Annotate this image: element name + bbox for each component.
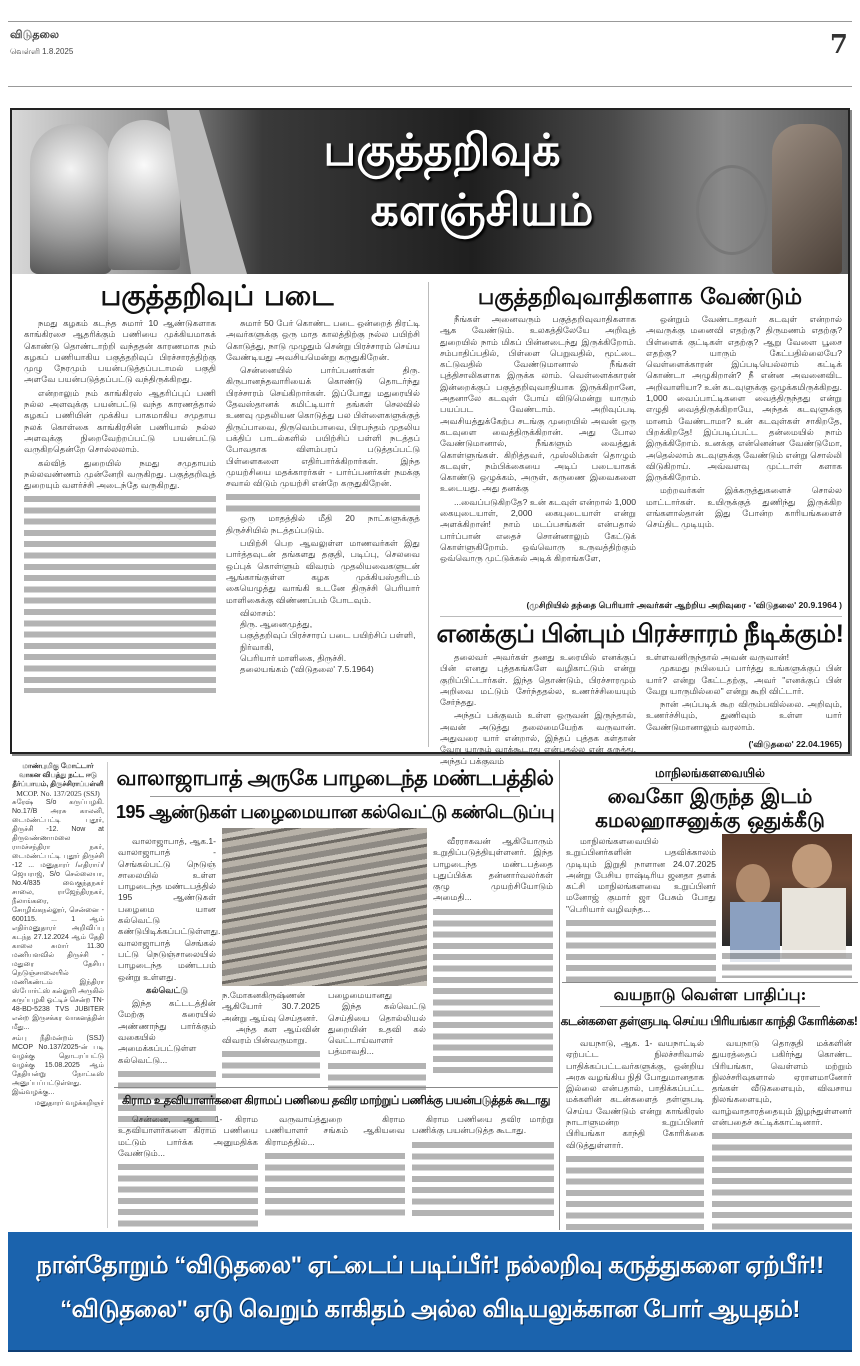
article-title-pinbum: எனக்குப் பின்பும் பிரச்சாரம் நீடிக்கும்!	[436, 620, 844, 648]
text-lines	[328, 1060, 426, 1090]
kicker-underline	[600, 1006, 820, 1007]
kalvettu-headline-2: 195 ஆண்டுகள் பழைமையான கல்வெட்டு கண்டெடுப்பு	[116, 802, 554, 822]
notice-title: மாண்புமிகு மோட்டார் வாகன விபத்து நட்ட ஈடு தீர்ப்பாயம், திருச்சிராப்பள்ளி	[12, 763, 104, 788]
paragraph: வீரராகவன் ஆகியோரும் உறுதிப்படுத்தியுள்ளனர். இந்த பாழடைந்த மண்டபத்தை புதுப்பிக்க தன்னார்வலர்கள் குழு முயற்சியோடும் அமைதி...	[433, 836, 553, 903]
kalvettu-col3	[328, 990, 426, 1082]
text-lines	[222, 1048, 320, 1078]
grama-col2	[265, 1114, 405, 1228]
paragraph: கல்வித் துறையில் நமது சமுதாயம் நல்லவண்ணம் முன்னேறி வருகிறது. பகுத்தறிவுத் துறையும் வளர்ச்சி அடைந்தே வருகிறது.	[24, 457, 216, 491]
text-lines	[566, 1153, 704, 1243]
wayanad-kicker: வயநாடு வெள்ள பாதிப்பு:	[613, 985, 807, 1004]
paragraph: அந்த கள ஆய்வின் விவரம் பின்வருமாறு.	[222, 1023, 320, 1046]
paragraph: தலைவர் அவர்கள் தனது உரையில் எனக்குப் பின் எனது புத்தகங்களே வழிகாட்டும் என்று குறிப்பிட்டார்கள். இந்த தொண்டும், பிரச்சாரமும் அறிவை மட்டும் சேர்ந்ததல்ல, உணர்ச்சியையும் சேர்ந்தது.	[440, 652, 636, 708]
kalvettu-col2	[222, 990, 320, 1082]
promo-line-1: நாள்தோறும் “விடுதலை" ஏட்டைப் படிப்பீர்! நல்லறிவு கருத்துகளை ஏற்பீர்!!	[36, 1252, 824, 1279]
section-divider	[562, 982, 858, 983]
paragraph: நீங்கள் அனைவரும் பகுத்தறிவுவாதிகளாக ஆக வேண்டும். உலகத்திலேயே அறிவுத் துறையில் நாம் மிகப் பின்னடைந்து இருக்கிறோம். சம்பாதிப்பதில், பிள்ளை பெறுவதில், மூட்டை கட்டுவதில் வேண்டுமானால் நீங்கள் புத்திசாலிகளாக இருக்க லாம். வெள்ளைக்காரன் இன்றைக்குப் பகுத்தறிவுவாதியாக இருக்கிறானே, அதனாலே கடவுள் போய் விடுமென்று யாரும் பயப்பட வேண்டாம். அறிவுப்படி அவசியத்துக்கேற்ப சடங்கு முறையில் அவன் ஒரு கடவுளை வைத்திருக்கிறான். அது போல வேண்டுமானால், நீங்களும் வைத்துக் கொள்ளுங்கள். கிறித்தவர், முஸ்லிம்கள் தொழும் கடவுள், நம்பிக்கையை அடிப் படையாகக் கொண்டு ஒழுக்கம், அருள், கருணை இவைகளை உடையது. அது தனக்கு	[440, 314, 636, 494]
kalvettu-col1	[118, 836, 221, 1081]
person-figure	[782, 888, 846, 958]
thinker-statue	[772, 124, 842, 274]
paragraph: அந்தப் பக்குவம் உள்ள ஒருவன் இருந்தால், அவன் அடுத்து தலைமையேற்க வருவான். அதுவரை யார் என்றால், இந்தப் புத்தக கள்தான் வேறு யாரும் வரக்கூடாது என்பதல்ல என் கருத்து. அந்தப் பக்குவம்	[440, 710, 636, 766]
column-divider	[559, 760, 560, 1230]
inscription-photo	[222, 828, 427, 986]
source-line: தலையங்கம் ('விடுதலை' 7.5.1964)	[240, 664, 374, 675]
paragraph: வயநாடு, ஆக. 1- வயநாட்டில் ஏற்பட்ட நிலச்சரிவால் பாதிக்கப்பட்டவர்களுக்கு, ஒன்றிய அரசு வழங்கிய நிதி போதுமானதாக இல்லை என்பதால், பாதிக்கப்பட்ட மக்களின் கடன்களைத் தள்ளுபடி செய்ய வேண்டும் என்று காங்கிரஸ் நாடாளுமன்ற உறுப்பினர் பிரியங்கா காந்தி கோரிக்கை விடுத்துள்ளார்.	[566, 1038, 704, 1150]
paragraph: கிராம பணியை தவிர மாற்று பணிக்கு பயன்படுத்த கூடாது.	[412, 1114, 554, 1136]
wayanad-col2	[712, 1038, 852, 1228]
wayanad-col1	[566, 1038, 704, 1228]
section-divider	[114, 1087, 558, 1088]
paragraph: நமது கழகம் கடந்த சுமார் 10 ஆண்டுகளாக காங்கிரசை ஆதரிக்கும் பணியை முக்கியமாகக் கொண்டு தொண்டாற்றி வந்ததன் காரணமாக நம் கழகப் பணியாகிய பகுத்தறிவுப் பிரச்சாரத்திற்கு முழு நேரமும் பயன்படுத்தப்படாமல் பகுதி அளவே பயன்படுத்தப்பட்டு வந்திருக்கிறது.	[24, 318, 216, 385]
rationalist-feature-box	[10, 108, 850, 766]
vaiko-kicker: மாநிலங்களவையில்	[655, 766, 765, 780]
text-lines	[226, 491, 420, 513]
paper-name: விடுதலை	[10, 29, 60, 41]
paragraph: சென்னை, ஆக. 1- கிராம உதவியாளர்களை கிராம பணியை மட்டும் பார்க்க அனுமதிக்க வேண்டும்...	[118, 1114, 258, 1158]
attribution-pinbum: ('விடுதலை' 22.04.1965)	[748, 739, 842, 749]
text-lines	[433, 906, 553, 1076]
address-line: திரு. ஆனைமுத்து,	[240, 619, 313, 630]
paragraph: இந்த கட்டடத்தின் மேற்கு கரையில் அண்ணாந்து பார்க்கும் வகையில் அமைக்கப்பட்டுள்ள கல்வெட்டு...	[118, 998, 216, 1065]
section-divider	[440, 616, 842, 617]
paragraph: உள்ளவனிருந்தால் அவன் வருவான்!	[646, 652, 790, 662]
article-vendum-col1	[440, 314, 636, 596]
address-line: விலாசம்:	[240, 607, 276, 618]
paragraph: நான் அப்படிக் கூற விரும்பவில்லை. அறிவும், உணர்ச்சியும், துணிவும் உள்ள யார் வேண்டுமானாலும் வரலாம்.	[646, 699, 842, 732]
paragraph: பழைமையானது	[328, 990, 393, 1000]
vaiko-body	[566, 836, 716, 976]
article-padai-col1	[24, 318, 216, 748]
promo-banner	[8, 1232, 852, 1352]
article-pinbum-col2	[646, 652, 842, 738]
wayanad-headline: கடன்களை தள்ளுபடி செய்ய பிரியங்கா காந்தி கோரிக்கை!	[560, 1014, 858, 1028]
article-title-padai: பகுத்தறிவுப் படை	[100, 279, 334, 312]
notice-body-end: சம்பு நீதிமன்றம் (SSJ) MCOP No.137/2025-ன் படி வழக்கு தொடரப்பட்டு வழக்கு 15.08.2025 ஆம் தேதியன்று நோட்டீஸ் அனுப்பப்பட்டுள்ளது. இவ்வழக்கு...	[12, 1035, 104, 1096]
kalvettu-col4	[433, 836, 553, 1081]
banner	[12, 110, 848, 274]
subhead: கல்வெட்டு	[145, 984, 189, 995]
paragraph: என்றாலும் நம் காங்கிரஸ் ஆதரிப்புப் பணி நல்ல அளவுக்கு பயன்பட்டு வந்த காரணத்தால் கழகப் பணியின் முக்கிய பாகமாகிய சமுதாய நலக் கொள்கை காங்கிரசின் பணியால் நல்ல அளவுக்கு நிறைவேற்றப்பட்டு பயன்பட்டு வருகிறதென்றே சொல்லலாம்.	[24, 387, 216, 455]
promo-line-2: “விடுதலை" ஏடு வெறும் காகிதம் அல்ல விடியலுக்கான போர் ஆயுதம்!	[60, 1296, 800, 1323]
person-figure	[792, 844, 832, 888]
banner-title-line1: பகுத்தறிவுக்	[323, 126, 561, 175]
address-line: நிர்வாகி,	[240, 641, 274, 652]
header-rule	[8, 86, 852, 87]
kalvettu-headline-1: வாலாஜாபாத் அருகே பாழடைந்த மண்டபத்தில்	[116, 767, 554, 790]
text-lines	[24, 493, 216, 693]
top-rule	[8, 21, 852, 22]
paragraph: சென்னையில் பார்ப்பனர்கள் திரு. கிருபானந்தவாரியைக் கொண்டு தொடர்ந்து பிரச்சாரம் செய்கிறார்கள். இப்போது மதுரையில் தேவஸ்தானக் கமிட்டியார் தங்கள் செலவில் உணவு முதலியன கொடுத்து பல பிள்ளைகளுக்குத் திருப்பாவை, திருவெம்பாவை, பிரபந்தம் முதலிய பக்திப் பாடல்களில் பயிற்சிப் பள்ளி நடத்தப் போவதாக விளம்பரப் படுத்தப்பட்டு பிள்ளைகளை எதிர்பார்க்கிறார்கள். இந்த முயற்சியை மதக்காரர்கள் - பார்ப்பனர்கள் நமக்கு சவால் விடும் முயற்சி என்றே கருதுகிறேன்.	[226, 365, 420, 489]
notice-signature: மனுதாரர் வழக்கறிஞர்	[34, 1100, 104, 1107]
article-padai-col2	[226, 318, 420, 748]
paragraph: இந்த கல்வெட்டு செய்தியை தொல்லியல் துறையின் உதவி கல் வெட்டாய்வாளர் பத்மாவதி...	[328, 1001, 426, 1057]
text-lines	[566, 917, 716, 987]
legal-notice	[12, 762, 108, 1228]
paragraph: மாநிலங்களவையில் உறுப்பினர்களின் பதவிக்காலம் முடியும் இறுதி நாளான 24.07.2025 அன்று பேசிய ராஷ்டிரிய ஜனதா தளக் கட்சி மாநிலங்களவை உறுப்பினர் மனோஜ் குமார் ஜா பேசும் போது "பெரியார் வழிவந்த...	[566, 836, 716, 914]
address-line: பகுத்தறிவுப் பிரச்சாரப் படை பயிற்சிப் பள்ளி,	[240, 630, 416, 641]
text-lines	[118, 1161, 258, 1231]
issue-date: வெள்ளி 1.8.2025	[10, 47, 74, 56]
paragraph: மற்றவர்கள் இக்கருத்துகளைச் சொல்ல மாட்டார்கள். உயிருக்குத் துணிந்து இருக்கிற எங்களால்தான் இது போன்ற காரியங்களைச் செய்திட முடியும்.	[646, 485, 842, 530]
grama-col3	[412, 1114, 554, 1228]
column-divider	[428, 282, 429, 747]
paragraph: பயிற்சி பெற ஆவலுள்ள மாணவர்கள் இது பார்த்தவுடன் தங்களது தகுதி, படிப்பு, செலவை ஒப்புக் கொள்ளும் விவரம் முதலியவைகளுடன் ஆங்காங்குள்ள கழக முக்கியஸ்தரிடம் கையெழுத்து வாங்கி உடனே திருச்சி பெரியார் மாளிகைக்கு விண்ணப்பம் போடவும்.	[226, 538, 420, 605]
paragraph: ...வைப்படுகிறதே? உன் கடவுள் என்றால் 1,000 கையுடையாள், 2,000 கையுடையாள் என்று அளக்கிறான்! நாம் மடப்பசங்கள் என்பதால் பார்ப்பான் எதைச் சொன்னாலும் கேட்டுக் கொள்ளுகிறோம். ஒவ்வொரு உருவத்திற்கும் ஒவ்வொரு முட்டுக்கல் அடிக் கிறாங்களே,	[440, 496, 636, 564]
article-vendum-col2	[646, 314, 842, 596]
text-lines	[265, 1150, 405, 1220]
atheism-symbol-icon	[696, 165, 768, 255]
article-pinbum-col1	[440, 652, 636, 766]
article-title-vendum: பகுத்தறிவுவாதிகளாக வேண்டும்	[477, 284, 803, 310]
text-lines	[412, 1139, 554, 1219]
paragraph: வருவாய்த்துறை கிராம பணியாளர் சங்கம் ஆகியவை கிராமத்தில்...	[265, 1114, 405, 1147]
paragraph: வாலாஜாபாத், ஆக.1- வாலாஜாபாத் - செங்கல்பட்டு நெடுஞ் சாலையில் உள்ள பாழடைந்த மண்டபத்தில் 195 ஆண்டுகள் பழைமை யான கல்வெட்டு கண்டுபிடிக்கப்பட்டுள்ளது. வாலாஜாபாத் செங்கல் பட்டு நெடுஞ்சாலையில் பாழடைந்த மண்டபம் ஒன்று உள்ளது.	[118, 836, 221, 982]
page-number: 7	[829, 30, 848, 60]
parliament-photo	[722, 834, 852, 946]
darwin-portrait	[108, 120, 180, 270]
headline-divider	[150, 796, 520, 797]
notice-body: சுரேஷ் S/o கருப்பழகி. No.17/B அரசு காலனி, டைமண்ட்பட்டி புதூர், திருச்சி -12. Now at திருவண்ணாமலை ராமச்சந்திரா நகர், டைமண்ட்பட்டி புதூர் திருச்சி -12 ... மனுதாரர் /எதிராய்/ ஜெயராஜ், S/o செல்லையா, No.4/835 வைகுந்தநகர் சாலை, ராஜேந்திரநகர், நீலாங்கரை, சோழிங்கநல்லூர், சென்னை - 600115. ... 1 ஆம் எதிர்மனுதாரர் அறிவிப்பு கடந்த 27.12.2024 ஆம் தேதி காலை சுமார் 11.30 மணியளவில் திருச்சி - மதுரை தேசிய நெடுஞ்சாலையில் மணிகண்டம் இந்திரா ஸ்போர்ட்ஸ் கல்லூரி அருகில் கருப்பழகி ஓட்டிச் சென்ற TN-48-BD-5238 TVS JUBITER என்ற இருசக்கர வாகனத்தின் மீது...	[12, 799, 105, 1031]
paragraph: சுமார் 50 பேர் கொண்ட படை ஒன்றைத் திரட்டி அவர்களுக்கு ஒரு மாத காலத்திற்கு நல்ல பயிற்சி கொடுத்து, நாடு முழுதும் சென்று பிரச்சாரம் செய்ய வேண்டியது அவசியமென்று கருதுகிறேன்.	[226, 318, 420, 362]
text-lines	[722, 950, 852, 978]
paragraph: ஒன்றும் வேண்டாதவர் கடவுள் என்றால் அவருக்கு மனைவி எதற்கு? திருமணம் எதற்கு? பிள்ளைக் குட்டிகள் எதற்கு? ஆறு வேளை பூசை எதற்கு? யாரும் கேட்பதில்லையே? வெள்ளைக்காரன் இப்படியெல்லாம் கட்டிக் கொண்டா அழுகிறான்? நீ என்ன அவனைவிட அறிவாளியா? உன் கடவுளுக்கு ஒழுக்கமிருக்கிறது. 1,000 வைப்பாட்டிகளை வைத்திருந்தது என்று எழுதி வைத்திருக்கிறாயே, அந்தக் கடவுளுக்கு மானம் வேண்டாமா? உன் கடவுள்கள் சாகிறதே, பிறக்கிறதே! இப்படிப்பட்ட தன்மையில் நாம் இருக்கிறோம். உனக்கு என்னென்ன வேண்டுமோ, அதெல்லாம் கடவுளுக்கு வேண்டும் என்று சொல்லி விடுகிறாய். அவ்வளவு முட்டாள் களாக இருக்கிறோம்.	[646, 314, 842, 483]
paragraph: ஒரு மாதத்தில் மீதி 20 நாட்களுக்குத் திருச்சியில் நடத்தப்படும்.	[226, 513, 420, 535]
attribution-vendum: (முசிறியில் தந்தை பெரியார் அவர்கள் ஆற்றிய அறிவுரை - 'விடுதலை' 20.9.1964 )	[526, 600, 842, 610]
person-figure	[736, 864, 770, 904]
notice-case-number: MCOP. No. 137/2025 (SSJ)	[16, 789, 100, 798]
vaiko-body-continued	[722, 950, 852, 978]
address-line: பெரியார் மாளிகை, திருச்சி.	[240, 653, 347, 664]
paragraph: ந.மோகனகிருஷ்ணன் ஆகியோர் 30.7.2025 அன்று ஆய்வு செய்தனர்.	[222, 990, 320, 1023]
grama-headline: கிராம உதவியாளர்களை கிராமப் பணியை தவிர மாற்றுப் பணிக்கு பயன்படுத்தக் கூடாது	[122, 1095, 550, 1107]
vaiko-headline-2: கமலஹாசனுக்கு ஒதுக்கீடு	[595, 808, 825, 832]
text-lines	[712, 1130, 852, 1230]
grama-col1	[118, 1114, 258, 1228]
address-block	[226, 608, 420, 676]
paragraph: வயநாடு தொகுதி மக்களின் துயரத்தைப் பகிர்ந்து கொண்ட பிரியங்கா, வெள்ளம் மற்றும் நிலச்சரிவுகளால் ஏராளமானோர் தங்கள் வீடுகளையும், விவசாய நிலங்களையும், வாழ்வாதாரத்தையும் இழந்துள்ளனர் என்பதைச் சுட்டிக்காட்டினார்.	[712, 1038, 852, 1128]
banner-title-line2: களஞ்சியம்	[370, 186, 594, 235]
vaiko-headline-1: வைகோ இருந்த இடம்	[607, 784, 813, 808]
periyar-portrait	[30, 124, 112, 274]
paragraph: முகமது நபியைப் பார்த்து உங்களுக்குப் பின் யார்? என்று கேட்டதற்கு, அவர் "எனக்குப் பின் வேறு யாருமில்லை" என்று கூறி விட்டார்.	[646, 663, 842, 696]
